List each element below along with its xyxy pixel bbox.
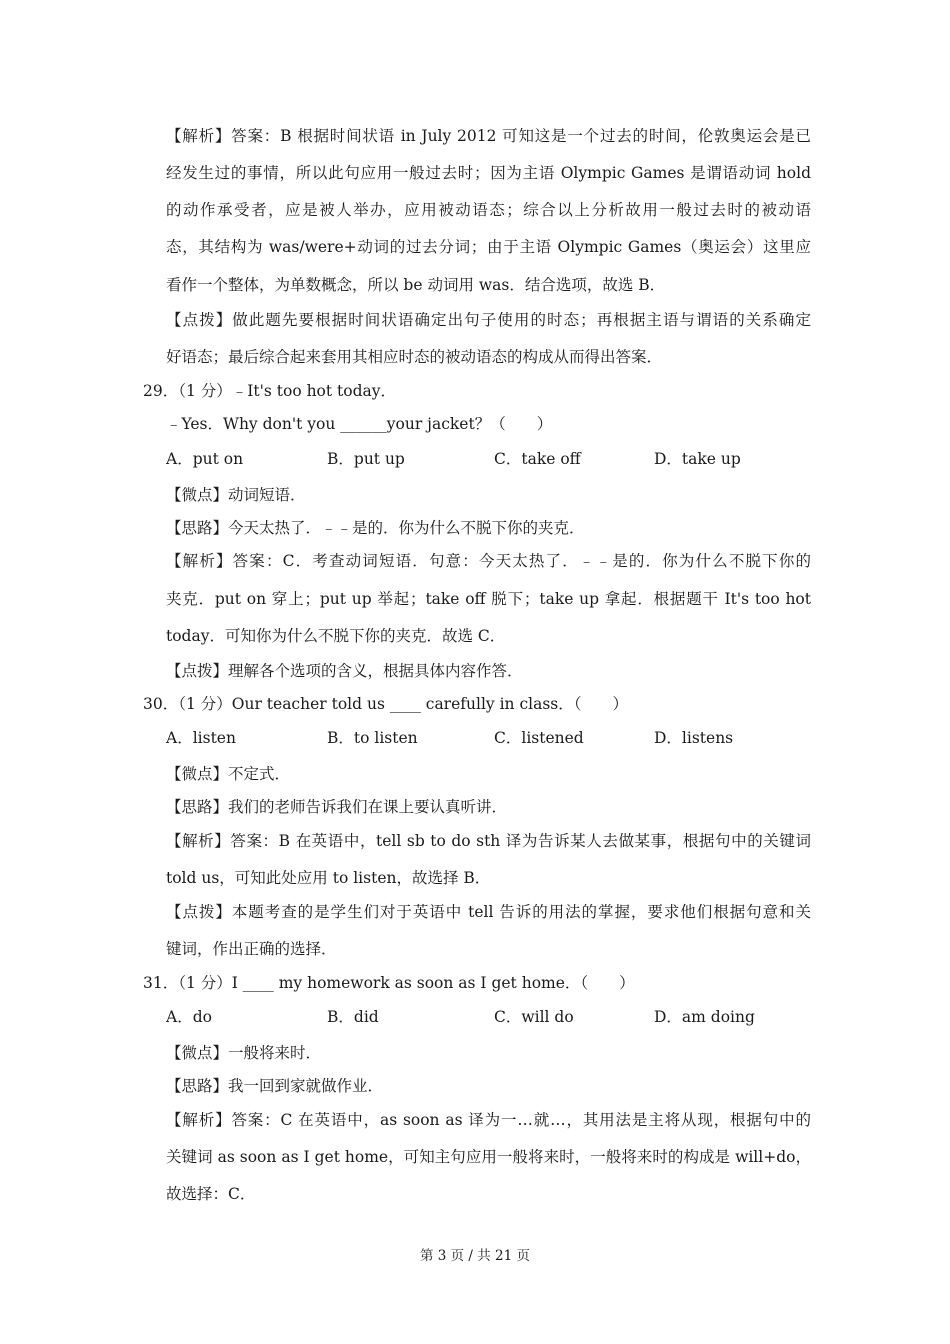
tip-28-line-1: 【点拨】做此题先要根据时间状语确定出句子使用的时态；再根据主语与谓语的关系确定 (166, 311, 811, 329)
q30-option-b: B．to listen (327, 729, 418, 747)
q29-tip: 【点拨】理解各个选项的含义，根据具体内容作答． (166, 662, 523, 680)
q29-option-d: D．take up (654, 450, 741, 468)
q31-option-b: B．did (327, 1008, 379, 1026)
q29-analysis-line-3: today．可知你为什么不脱下你的夹克．故选 C． (166, 627, 506, 645)
q30-weidian: 【微点】不定式． (166, 765, 291, 783)
q29-silu: 【思路】今天太热了．﹣﹣是的．你为什么不脱下你的夹克． (166, 519, 585, 537)
q31-option-a: A．do (166, 1008, 212, 1026)
question-31-head: 31．（1 分）I ____ my homework as soon as I get home．（ ） (143, 974, 635, 992)
q30-silu: 【思路】我们的老师告诉我们在课上要认真听讲． (166, 798, 508, 816)
q29-analysis-line-2: 夹克．put on 穿上；put up 举起；take off 脱下；take up 拿起．根据题干 It's too hot (166, 590, 811, 608)
q31-option-d: D．am doing (654, 1008, 755, 1026)
q31-option-c: C．will do (494, 1008, 574, 1026)
q31-analysis-line-3: 故选择：C． (166, 1185, 256, 1203)
q30-analysis-line-2: told us，可知此处应用 to listen，故选择 B． (166, 869, 491, 887)
q30-tip-line-2: 键词，作出正确的选择． (166, 940, 337, 958)
q30-analysis-line-1: 【解析】答案：B 在英语中，tell sb to do sth 译为告诉某人去做某事，根据句中的关键词 (166, 832, 811, 850)
q30-option-a: A．listen (166, 729, 236, 747)
q31-analysis-line-2: 关键词 as soon as I get home，可知主句应用一般将来时，一般将来时的构成是 will+do， (166, 1148, 811, 1166)
q30-tip-line-1: 【点拨】本题考查的是学生们对于英语中 tell 告诉的用法的掌握，要求他们根据句意和关 (166, 903, 811, 921)
q31-silu: 【思路】我一回到家就做作业． (166, 1077, 384, 1095)
question-29-head: 29．（1 分）﹣It's too hot today． (143, 382, 397, 400)
q29-option-c: C．take off (494, 450, 581, 468)
analysis-28-line-1: 【解析】答案：B 根据时间状语 in July 2012 可知这是一个过去的时间，伦敦奥运会是已 (166, 127, 811, 145)
q29-option-a: A．put on (166, 450, 244, 468)
question-29-line-2: ﹣Yes．Why don't you ______your jacket？（ ） (166, 415, 553, 433)
q29-analysis-line-1: 【解析】答案：C．考查动词短语．句意：今天太热了．﹣﹣是的．你为什么不脱下你的 (166, 552, 811, 570)
q31-weidian: 【微点】一般将来时． (166, 1044, 322, 1062)
analysis-28-line-5: 看作一个整体，为单数概念，所以 be 动词用 was．结合选项，故选 B． (166, 276, 666, 294)
q31-analysis-line-1: 【解析】答案：C 在英语中，as soon as 译为一…就…，其用法是主将从现，根据句中的 (166, 1111, 811, 1129)
q29-option-b: B．put up (327, 450, 405, 468)
q30-option-d: D．listens (654, 729, 734, 747)
question-30-head: 30．（1 分）Our teacher told us ____ carefully in class．（ ） (143, 695, 628, 713)
page-footer: 第 3 页 / 共 21 页 (419, 1248, 531, 1264)
analysis-28-line-3: 的动作承受者，应是被人举办，应用被动语态；综合以上分析故用一般过去时的被动语 (166, 201, 811, 219)
q29-weidian: 【微点】动词短语． (166, 486, 306, 504)
q30-option-c: C．listened (494, 729, 584, 747)
analysis-28-line-2: 经发生过的事情，所以此句应用一般过去时；因为主语 Olympic Games 是谓语动词 hold (166, 164, 811, 182)
analysis-28-line-4: 态，其结构为 was/were+动词的过去分词；由于主语 Olympic Games（奥运会）这里应 (166, 238, 811, 256)
tip-28-line-2: 好语态；最后综合起来套用其相应时态的被动语态的构成从而得出答案． (166, 348, 663, 366)
